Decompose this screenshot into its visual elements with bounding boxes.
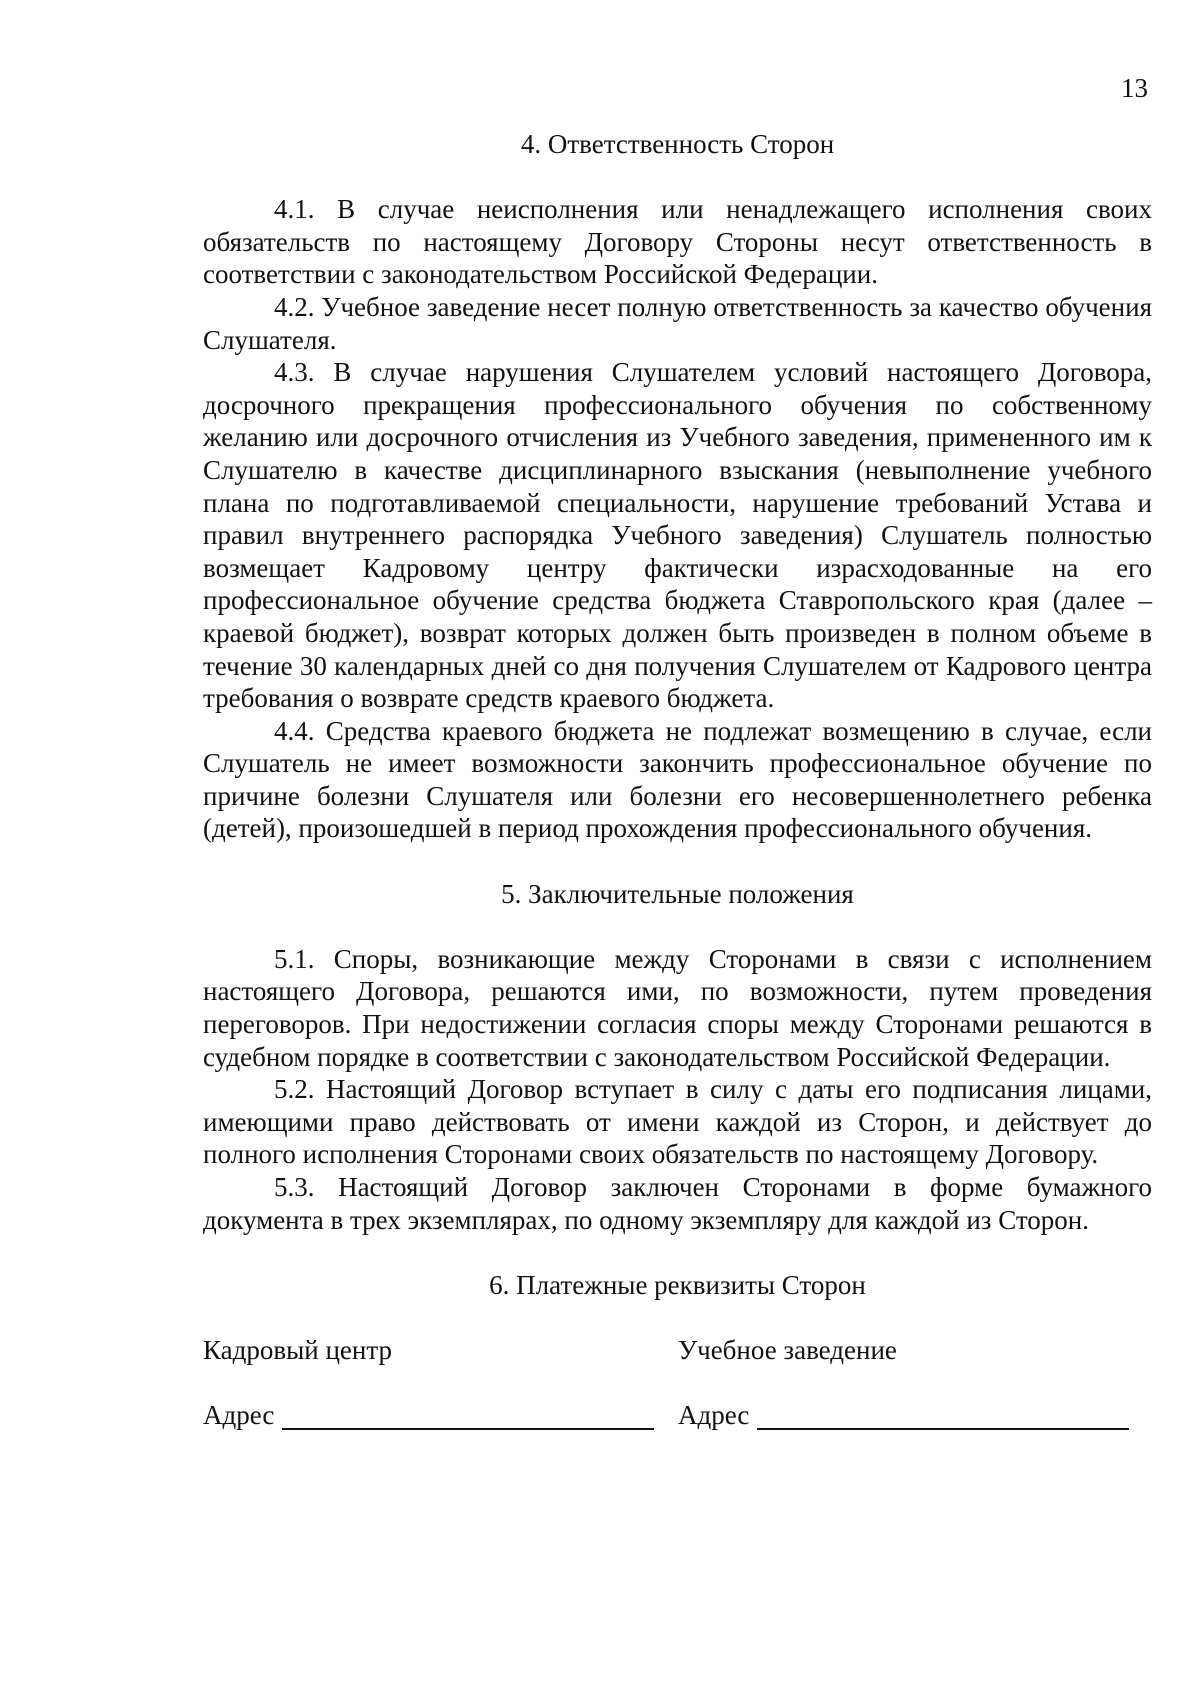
section-4-title: 4. Ответственность Сторон — [520, 129, 835, 159]
clause-5-1: 5.1. Споры, возникающие между Сторонами в связи с исполнением настоящего Договора, решаются ими, по возможности, путем проведения переговоров. При недостижении согласия споры между Сторонами решаются в судебном порядке в соответствии с законодательством Российской Федерации. — [203, 943, 1152, 1072]
spacer — [203, 910, 1152, 943]
party-name-educational-institution: Учебное заведение — [678, 1334, 897, 1365]
clause-4-4: 4.4. Средства краевого бюджета не подлежат возмещению в случае, если Слушатель не имеет возможности закончить профессиональное обучение по причине болезни Слушателя или болезни его несовершеннолетнего ребенка (детей), произошедшей в период прохождения профессионального обучения. — [203, 715, 1152, 844]
payment-requisites — [203, 1334, 1152, 1454]
spacer — [203, 1236, 1152, 1269]
requisites-personnel-center — [203, 1334, 673, 1432]
address-row-personnel-center — [203, 1399, 673, 1432]
address-row-educational-institution — [678, 1399, 1152, 1432]
address-blank-line[interactable] — [282, 1428, 654, 1430]
section-5-title: 5. Заключительные положения — [501, 878, 854, 909]
party-name-personnel-center: Кадровый центр — [203, 1334, 392, 1365]
requisites-educational-institution — [678, 1334, 1152, 1432]
spacer — [203, 845, 1152, 878]
address-blank-line[interactable] — [757, 1428, 1129, 1430]
clause-5-3: 5.3. Настоящий Договор заключен Сторонами в форме бумажного документа в трех экземплярах, по одному экземпляру для каждой из Сторон. — [203, 1172, 1152, 1235]
spacer — [203, 161, 1152, 194]
section-6-title: 6. Платежные реквизиты Сторон — [489, 1269, 866, 1300]
clause-4-2: 4.2. Учебное заведение несет полную ответственность за качество обучения Слушателя. — [203, 291, 1152, 355]
clause-5-2: 5.2. Настоящий Договор вступает в силу с даты его подписания лицами, имеющими право действовать от имени каждой из Сторон, и действует до полного исполнения Сторонами своих обязательств по настоящему Договору. — [203, 1074, 1152, 1170]
clause-4-3: 4.3. В случае нарушения Слушателем условий настоящего Договора, досрочного прекращения профессионального обучения по собственному желанию или досрочного отчисления из Учебного заведения, примененного им к Слушателю в качестве дисциплинарного взыскания (невыполнение учебного плана по подготавливаемой специальности, нарушение требований Устава и правил внутреннего распорядка Учебного заведения) Слушатель полностью возмещает Кадровому центру фактически израсходованные на его профессиональное обучение средства бюджета Ставропольского края (далее – краевой бюджет), возврат которых должен быть произведен в полном объеме в течение 30 календарных дней со дня получения Слушателем от Кадрового центра требования о возврате средств краевого бюджета. — [203, 357, 1152, 714]
document-body — [203, 128, 1152, 1454]
address-label: Адрес — [678, 1400, 750, 1431]
clause-4-1: 4.1. В случае неисполнения или ненадлежащего исполнения своих обязательств по настоящему Договору Стороны несут ответственность в соответствии с законодательством Российской Федерации. — [203, 194, 1152, 290]
address-label: Адрес — [203, 1400, 275, 1431]
page-number: 13 — [1121, 73, 1148, 103]
